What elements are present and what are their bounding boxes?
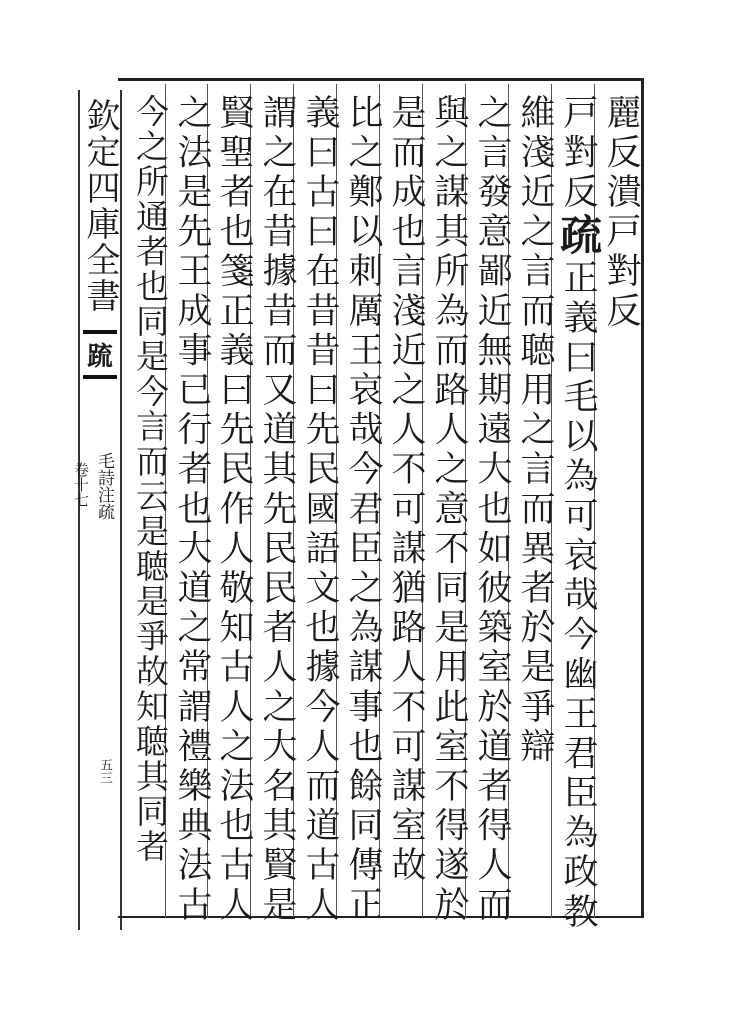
text-column-4: 之言發意鄙近無期遠大也如彼築室於道者得人而 [472,94,512,926]
text-column-7: 比之鄭以刺厲王哀哉今君臣之為謀事也餘同傳正 [343,94,383,926]
text-column-5: 與之謀其所為而路人之意不同是用此室不得遂於 [429,94,469,926]
column-2-lead: 戸對反 [558,94,598,213]
book-title: 毛詩注疏 [94,452,114,520]
page-number: 五三 [97,758,112,784]
text-column-12: 今之所通者也同是今言而云是聴是爭故知聴其同者 [131,94,170,864]
text-column-11: 之法是先王成事已行者也大道之常謂禮樂典法古 [172,94,212,926]
volume-label: 卷十七 [72,462,90,507]
text-column-2 [554,94,603,933]
fish-tail-mark [82,332,118,376]
column-2-text: 正義曰毛以為可哀哉今幽王君臣為政教 [558,259,598,933]
text-column-1: 麗反潰戸對反 [601,94,641,332]
shu-marker: 疏 [554,212,603,260]
edition-title: 欽定四庫全書 [80,98,120,314]
text-column-8: 義曰古曰在昔昔曰先民國語文也據今人而道古人 [300,94,340,926]
text-column-6: 是而成也言淺近之人不可謀猶路人不可謀室故 [386,94,426,886]
text-column-3: 維淺近之言而聴用之言而異者於是爭辯 [515,94,555,768]
fish-tail-glyph: 䟽 [83,330,117,379]
text-column-9: 謂之在昔據昔而又道其先民民者人之大名其賢是 [257,94,297,926]
text-column-10: 賢聖者也箋正義曰先民作人敬知古人之法也古人 [214,94,254,926]
